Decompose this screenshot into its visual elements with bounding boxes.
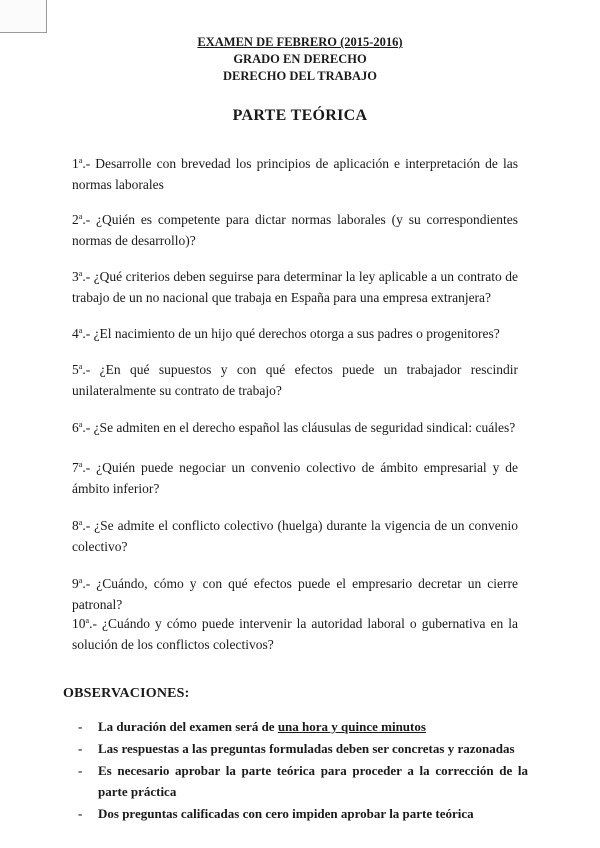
question-number: 1$^a$.-: [72, 156, 91, 171]
list-dash: -: [78, 741, 83, 756]
question-10: [72, 610, 518, 655]
question-8: [72, 512, 518, 557]
question-1: [72, 150, 518, 195]
scan-corner-box: [0, 0, 47, 33]
subject-name: DERECHO DEL TRABAJO: [223, 69, 377, 83]
observation-item-answers: [78, 738, 528, 759]
observation-text: Es necesario aprobar la parte teórica para proceder a la corrección de la parte práctica: [98, 763, 528, 799]
observation-text: Las respuestas a las preguntas formuladas deben ser concretas y razonadas: [98, 741, 515, 756]
observation-text: Dos preguntas calificadas con cero impiden aprobar la parte teórica: [98, 806, 474, 821]
question-number: 7$^a$.-: [72, 460, 91, 475]
exam-duration-value: una hora y quince minutos: [277, 719, 426, 734]
degree-name: GRADO EN DERECHO: [233, 52, 367, 66]
question-text: ¿El nacimiento de un hijo qué derechos otorga a sus padres o progenitores?: [93, 326, 500, 341]
question-text: ¿Qué criterios deben seguirse para determinar la ley aplicable a un contrato de trabajo de un no nacional que trabaja en España para una empresa extranjera?: [72, 269, 518, 305]
question-text: ¿En qué supuestos y con qué efectos puede un trabajador rescindir unilateralmente su contrato de trabajo?: [72, 362, 518, 398]
question-number: 8$^a$.-: [72, 518, 91, 533]
question-number: 2$^a$.-: [72, 212, 91, 227]
question-text: ¿Se admite el conflicto colectivo (huelga) durante la vigencia de un convenio colectivo?: [72, 518, 518, 554]
exam-header: [0, 34, 600, 85]
question-5: [72, 356, 518, 401]
observation-item-duration: [78, 716, 528, 737]
question-number: 5$^a$.-: [72, 362, 91, 377]
observations-title: OBSERVACIONES:: [63, 686, 190, 701]
observations-list: [78, 716, 528, 825]
exam-title: EXAMEN DE FEBRERO (2015-2016): [197, 35, 403, 49]
section-title: PARTE TEÓRICA: [232, 107, 368, 124]
list-dash: -: [78, 763, 83, 778]
question-7: [72, 454, 518, 499]
question-3: [72, 263, 518, 308]
question-6: [72, 414, 518, 438]
list-dash: -: [78, 806, 83, 821]
question-2: [72, 206, 518, 251]
observation-item-zero-grades: [78, 803, 528, 824]
list-dash: -: [78, 719, 83, 734]
question-number: 10$^a$.-: [72, 616, 97, 631]
question-number: 6$^a$.-: [72, 420, 91, 435]
question-number: 9$^a$.-: [72, 576, 91, 591]
observation-text: La duración del examen será de: [98, 719, 275, 734]
question-text: ¿Quién puede negociar un convenio colectivo de ámbito empresarial y de ámbito inferior?: [72, 460, 518, 496]
question-number: 4$^a$.-: [72, 326, 91, 341]
question-4: [72, 320, 518, 344]
question-text: ¿Se admiten en el derecho español las cláusulas de seguridad sindical: cuáles?: [93, 420, 516, 435]
question-9: [72, 570, 518, 615]
observation-item-pass-theory: [78, 760, 528, 802]
question-number: 3$^a$.-: [72, 269, 91, 284]
question-text: ¿Cuándo, cómo y con qué efectos puede el empresario decretar un cierre patronal?: [72, 576, 518, 612]
question-text: ¿Quién es competente para dictar normas laborales (y su correspondientes normas de desarrollo)?: [72, 212, 518, 248]
question-text: Desarrolle con brevedad los principios de aplicación e interpretación de las normas laborales: [72, 156, 518, 192]
question-text: ¿Cuándo y cómo puede intervenir la autoridad laboral o gubernativa en la solución de los conflictos colectivos?: [72, 616, 519, 652]
